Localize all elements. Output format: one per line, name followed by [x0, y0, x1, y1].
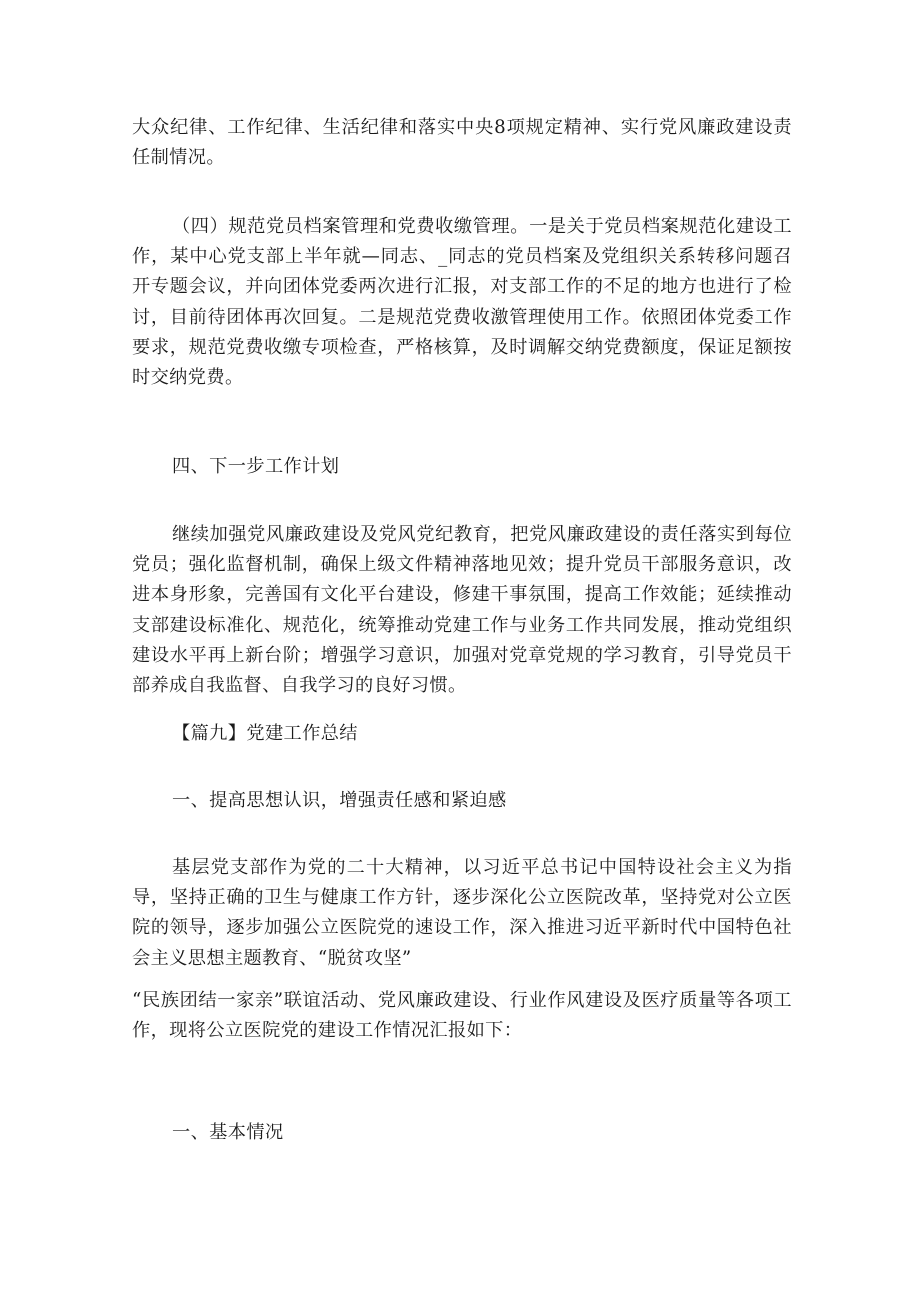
heading-basic-situation: 一、基本情况: [172, 1122, 284, 1143]
heading-raise-awareness: 一、提高思想认识，增强责任感和紧迫感: [172, 790, 507, 811]
heading-next-plan: 四、下一步工作计划: [172, 456, 340, 477]
paragraph-discipline: 大众纪律、工作纪律、生活纪律和落实中央8项规定精神、实行党风廉政建设责任制情况。: [132, 117, 792, 169]
paragraph-plan-details: 继续加强党风廉政建设及党风党纪教育，把党风廉政建设的责任落实到每位党员；强化监督机制，确保上级文件精神落地见效；提升党员干部服务意识，改进本身形象，完善国有文化平台建设，修建干事氛围，提高工作效能；延续推动支部建设标准化、规范化，统筹推动党建工作与业务工作共同发展，推动党组织建设水平再上新台阶；增强学习意识，加强对党章党规的学习教育，引导党员干部养成自我监督、自我学习的良好习惯。: [132, 524, 792, 697]
paragraph-grassroots-branch: 基层党支部作为党的二十大精神，以习近平总书记中国特设社会主义为指导，坚持正确的卫生与健康工作方针，逐步深化公立医院改革，坚持党对公立医院的领导，逐步加强公立医院党的速设工作，深入推进习近平新时代中国特色社会主义思想主题教育、“脱贫攻坚”: [132, 857, 792, 969]
heading-section-nine: 【篇九】党建工作总结: [172, 723, 358, 744]
paragraph-archive-management: （四）规范党员档案管理和党费收缴管理。一是关于党员档案规范化建设工作，某中心党支部上半年就—同志、_同志的党员档案及党组织关系转移问题召开专题会议，并向团体党委两次进行汇报，对支部工作的不足的地方也进行了检讨，目前待团体再次回复。二是规范党费收激管理使用工作。依照团体党委工作要求，规范党费收缴专项检查，严格核算，及时调解交纳党费额度，保证足额按时交纳党费。: [132, 216, 792, 389]
paragraph-activities-report: “民族团结一家亲”联谊活动、党风廉政建设、行业作风建设及医疗质量等各项工作，现将公立医院党的建设工作情况汇报如下：: [132, 990, 792, 1042]
